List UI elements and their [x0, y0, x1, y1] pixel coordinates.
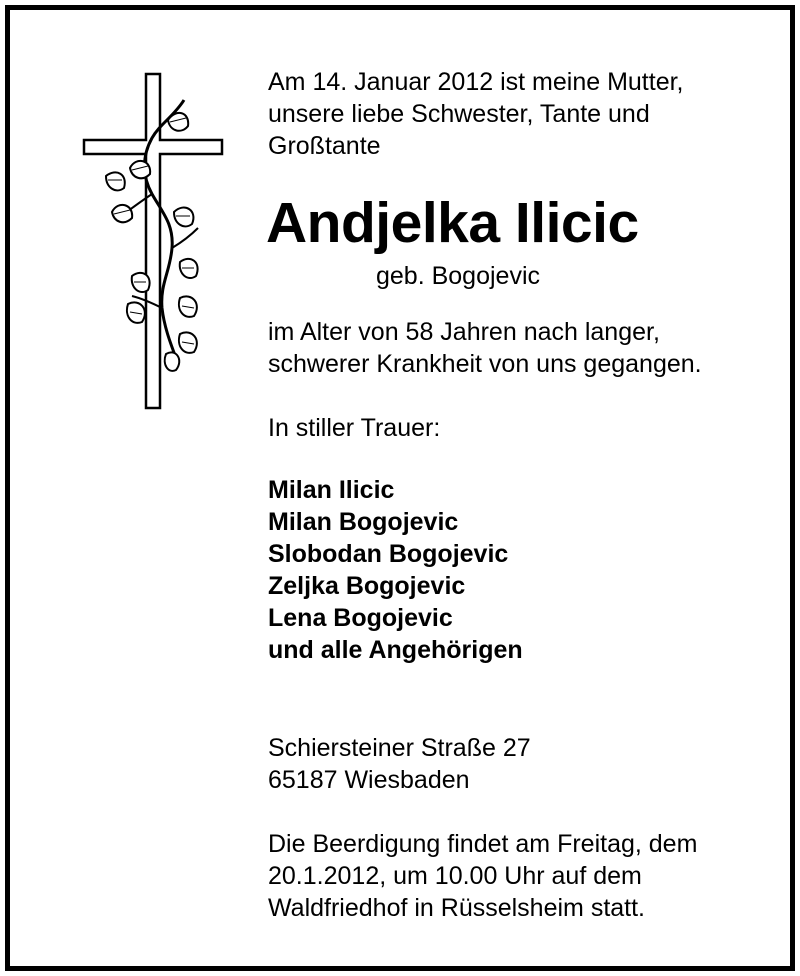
mourner-name: Lena Bogojevic: [268, 604, 453, 632]
mourner-name: Slobodan Bogojevic: [268, 540, 509, 568]
funeral-line: Waldfriedhof in Rüsselsheim statt.: [268, 894, 646, 922]
intro-text: [268, 66, 684, 162]
address: [268, 732, 531, 796]
intro-line: unsere liebe Schwester, Tante und: [268, 100, 650, 128]
mourner-name: und alle Angehörigen: [268, 636, 523, 664]
intro-line: Am 14. Januar 2012 ist meine Mutter,: [268, 68, 684, 96]
age-text: [268, 316, 702, 380]
mourners-list: [268, 474, 523, 666]
intro-line: Großtante: [268, 132, 381, 160]
funeral-line: 20.1.2012, um 10.00 Uhr auf dem: [268, 862, 642, 890]
obituary-frame: [5, 5, 795, 971]
age-line: im Alter von 58 Jahren nach langer,: [268, 318, 660, 346]
deceased-name: Andjelka Ilicic: [266, 191, 639, 255]
funeral-line: Die Beerdigung findet am Freitag, dem: [268, 830, 698, 858]
cross-with-ivy-icon: [76, 72, 226, 412]
address-line: Schiersteiner Straße 27: [268, 734, 531, 762]
mourner-name: Milan Bogojevic: [268, 508, 459, 536]
mourner-name: Zeljka Bogojevic: [268, 572, 466, 600]
funeral-info: [268, 828, 697, 924]
address-line: 65187 Wiesbaden: [268, 766, 470, 794]
mourning-heading: In stiller Trauer:: [268, 414, 441, 442]
age-line: schwerer Krankheit von uns gegangen.: [268, 350, 702, 378]
maiden-name: geb. Bogojevic: [376, 262, 541, 290]
mourner-name: Milan Ilicic: [268, 476, 395, 504]
